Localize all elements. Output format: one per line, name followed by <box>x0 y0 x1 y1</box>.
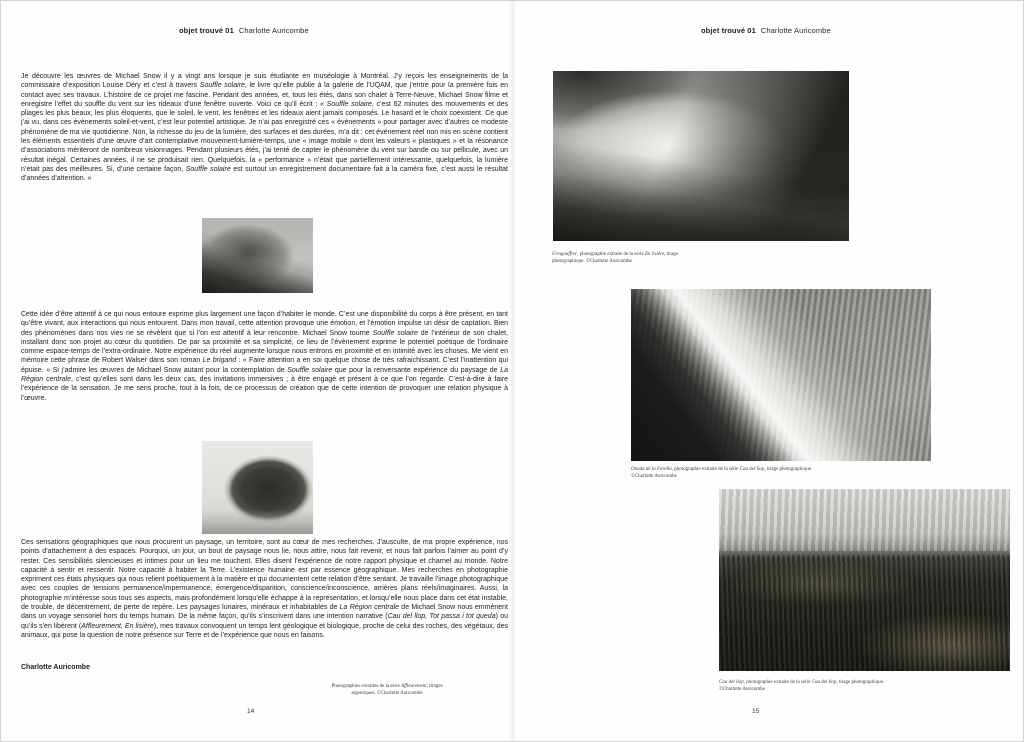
caption-onada-de-la-farella: Onada de la Farella, photographie extraite de la série Cau del llop, tirage photographique. ©Charlotte Auricombe <box>631 467 813 479</box>
running-header-left <box>179 26 309 35</box>
photo-dark-hillside <box>719 489 1010 671</box>
paragraph-1: Je découvre les œuvres de Michael Snow il y a vingt ans lorsque je suis étudiante en muséologie à Montréal. J’y reçois les enseignements de la commissaire d’exposition Louise Déry et c’est à travers Souffle solaire, le livre qu’elle publie à la galerie de l’UQAM, que j’entre pour la première fois en contact avec ses travaux. L’histoire de ce projet me fascine. Pendant des années, et, tous les étés, dans son chalet à Terre-Neuve, Michael Snow filme et enregistre l’effet du souffle du vent sur les rideaux d’une fenêtre ouverte. Voici ce qu’il écrit : « Souffle solaire, c’est 62 minutes des mouvements et des pliages les plus beaux, les plus éloquents, que le soleil, le vent, les fenêtres et les rideaux aient jamais composés. Le hasard et le choix coexistent. Ce que j’ai vu, dans ces évènements soleil-et-vent, c’est leur potentiel artistique. Je n’ai pas enregistré ces « événements » pour partager avec d’autres ce modeste phénomène de ma vie quotidienne. Non, la richesse du jeu de la lumière, des surfaces et des durées, m’a dit : cet événement réel non mis en scène contient les éléments essentiels d’une œuvre d’art contemplative mouvement-lumière-temps, une « image mobile » dont les valeurs « plastiques » et la résonance d’associations mériteront de nombreux visionnages. Pendant plusieurs étés, j’ai tenté de capter le phénomène du vent sur bande ou sur pellicule, avec un résultat inégal. Certaines années, il ne se produisait rien. Quelquefois, la « performance » n’était que partiellement intéressante, quelquefois, la lumière n’était pas des meilleures. Si, d’une certaine façon, Souffle solaire est surtout un enregistrement documentaire fait à la caméra fixe, c’est aussi le résultat d’années d’attention. » <box>21 73 509 183</box>
header-label: objet trouvé 01 <box>179 26 234 35</box>
caption-affleurement: Photographies extraites de la série Affleurement, tirages argentiques. ©Charlotte Auricombe <box>331 684 443 696</box>
paragraph-2: Cette idée d’être attentif à ce qui nous entoure exprime plus largement une façon d’habiter le monde. C’est une disponibilité du corps à être présent, en tant qu’être vivant, aux interactions qui nous entourent. Dans mon travail, cette attention provoque une émotion, et l’émotion impulse un désir de captation. Bien des phénomènes dans nos vies ne se révèlent que si l’on est attentif à leur rencontre. Michael Snow tourne Souffle solaire de l’intérieur de son chalet, installant donc son projet au cœur du quotidien. De par sa proximité et sa simplicité, ce lieu de l’évènement exprime le potentiel poétique de l’ordinaire comme espace-temps de l’extra-ordinaire. Notre expérience du réel augmente lorsque nous entrons en proximité et en intimité avec les choses. Me vient en mémoire cette phrase de Robert Walser dans son roman Le brigand : « Faire attention a en soi quelque chose de très rafraichissant. C’est l’inattention qui épuise. » Si j’admire les œuvres de Michael Snow autant pour la contemplation de Souffle solaire que pour la renversante expérience du paysage de La Région centrale, c’est qu’elles sont dans les deux cas, des invitations immersives ; à être engagé et présent à ce que l’on regarde. C’est-à-dire à faire l’expérience de la sensation. Je me sens proche, tout à la fois, de ce processus de création que de cette intention de provoquer une relation physique à l’œuvre. <box>21 311 509 402</box>
caption-engouffrer: S’engouffrer, photographie extraite de la série En lisière, tirage photographique. ©Charlotte Auricombe <box>552 252 678 264</box>
running-header-right <box>701 26 831 35</box>
photo-rocky-ridge <box>202 218 313 293</box>
photo-misty-mountains <box>553 71 849 241</box>
paragraph-3: Ces sensations géographiques que nous procurent un paysage, un territoire, sont au cœur de mes recherches. J’ausculte, de ma propre expérience, nos points d’attachement à des espaces. Pourquoi, un jour, un bout de paysage nous lie, nous attire, nous fait revenir, et nous fait parfois l’aimer au point d’y rester. Ces sensibilités silencieuses et intimes pour un lieu me touchent. Elles disent l’expérience de notre rapport physique et charnel au monde. Notre capacité à sentir et ressentir. Notre capacité à habiter la Terre. L’existence humaine est par essence géographique. Mes recherches en photographie expriment ces états physiques qui nous relient poétiquement à la matière et qui documentent cette relation d’être sentant. Je travaille l’image photographique avec ces couples de tensions permanence/impermanence, émergence/disparition, conscience/inconscience, arrières plans réels/imaginaires. Aussi, la photographie m’intéresse sous tous ses aspects, mais profondément lorsqu’elle échappe à la représentation, et lorsqu’elle nous place dans cet état instable, de trouble, de décentrement, de perte de repère. Les paysages lunaires, minéraux et inhabitables de La Région centrale de Michael Snow nous emmènent dans un voyage sensoriel hors du temps humain. De la même façon, qu’ils s’inscrivent dans une intention narrative (Cau del llop, Tot passa i tot queda) ou qu’ils s’en libèrent (Affleurement, En lisière), mes travaux convoquent un temps lent géologique et biologique, proche de celui des roches, des végétaux, des animaux, qui pose la question de notre présence sur Terre et de l’expérience que nous en faisons. <box>21 539 509 639</box>
photo-boulder-cliff <box>202 441 313 534</box>
header-author: Charlotte Auricombe <box>760 26 831 35</box>
header-label: objet trouvé 01 <box>701 26 756 35</box>
page-gutter <box>509 1 516 742</box>
header-author: Charlotte Auricombe <box>238 26 309 35</box>
page-number-right: 15 <box>752 708 760 715</box>
author-signature: Charlotte Auricombe <box>21 664 90 671</box>
caption-cau-del-llop: Cau del llop, photographie extraite de la série Cau del llop, tirage photographique. ©Charlotte Auricombe <box>719 680 885 692</box>
photo-wave-on-shore <box>631 289 931 461</box>
page-number-left: 14 <box>247 708 255 715</box>
